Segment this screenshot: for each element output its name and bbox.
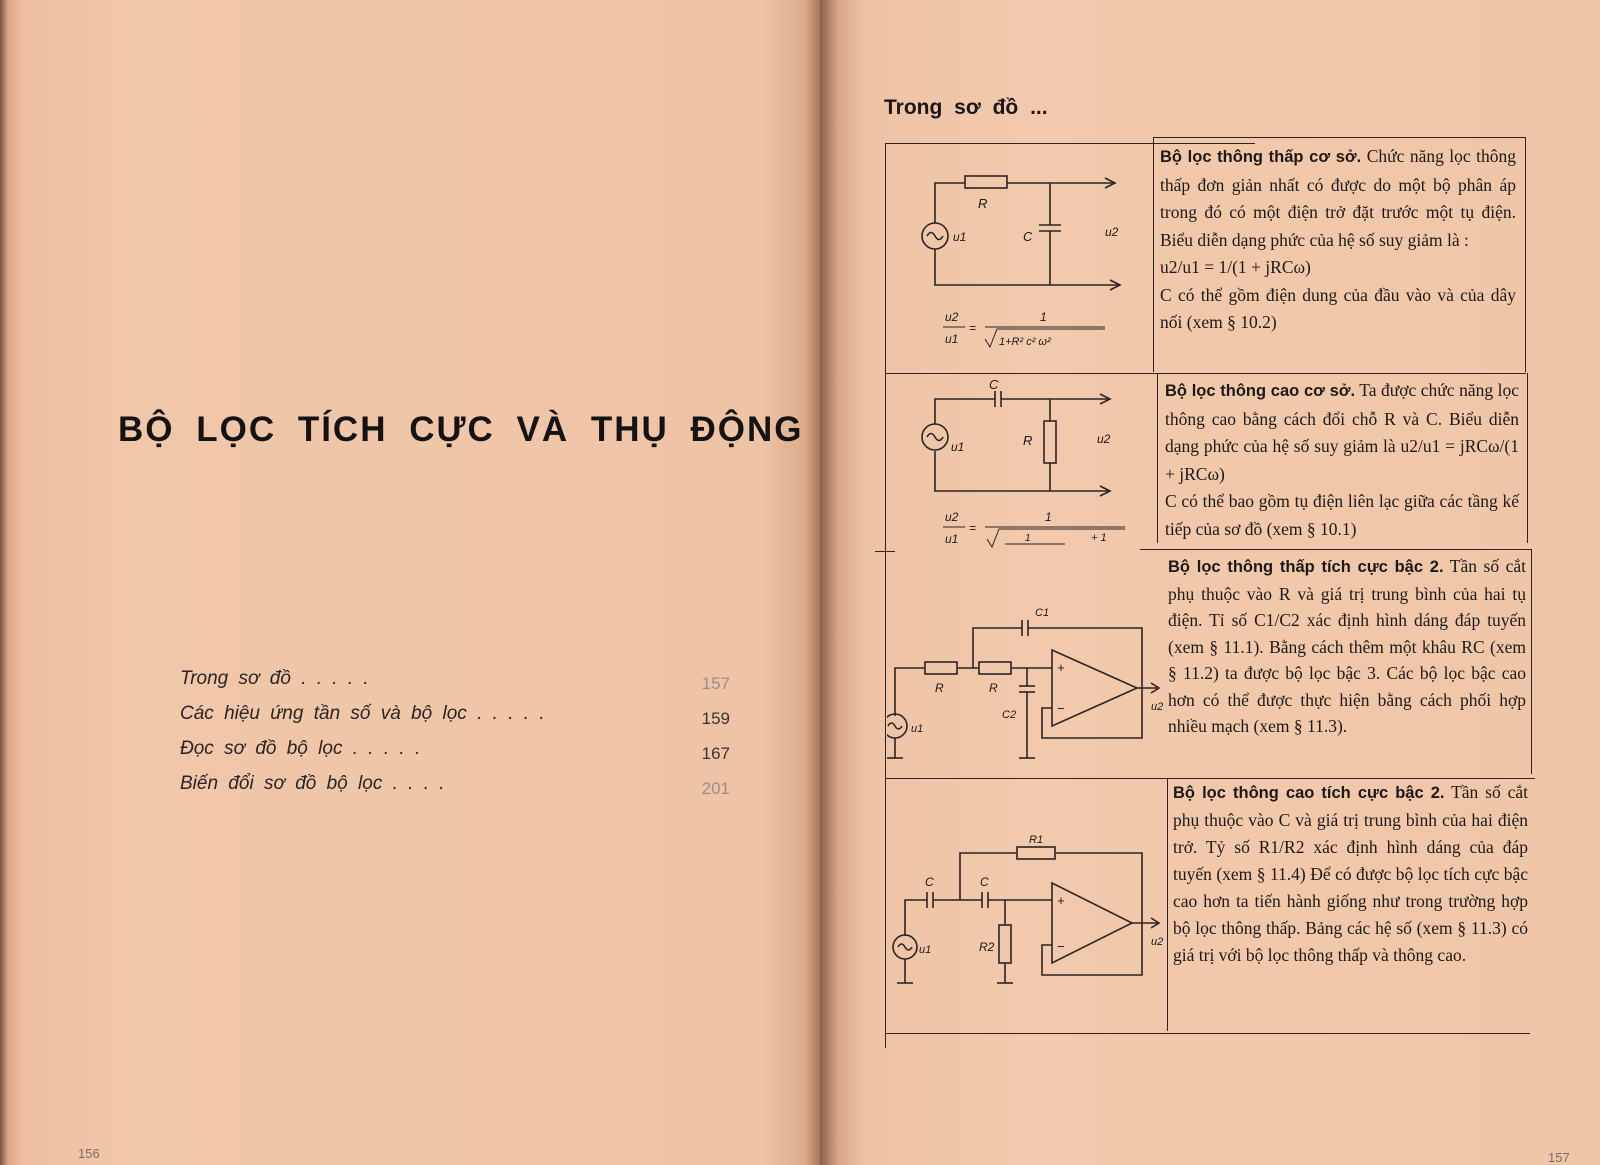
highpass-eq-num: u2 xyxy=(945,510,959,524)
lowpass-c-label: C xyxy=(1023,229,1033,244)
highpass-eq-den: u1 xyxy=(945,532,959,546)
highpass-body-2: C có thể bao gồm tụ điện liên lạc giữa các tầng kế tiếp của sơ đồ (xem § 10.1) xyxy=(1165,491,1519,539)
lowpass-formula: u2/u1 = 1/(1 + jRCω) xyxy=(1160,257,1311,277)
active-highpass-u2-label: u2 xyxy=(1151,936,1164,948)
highpass-u2-label: u2 xyxy=(1097,432,1111,446)
lowpass-rc-figure xyxy=(905,163,1155,363)
lowpass-r-label: R xyxy=(978,196,988,211)
lowpass-u1-label: u1 xyxy=(953,230,967,244)
active-highpass-title: Bộ lọc thông cao tích cực bậc 2. xyxy=(1173,784,1445,802)
toc-item-label: Trong sơ đồ . . . . . xyxy=(180,668,369,689)
highpass-r-label: R xyxy=(1023,433,1033,448)
highpass-u1-label: u1 xyxy=(951,440,965,454)
active-lowpass-u2-label: u2 xyxy=(1151,701,1164,713)
toc-item[interactable] xyxy=(180,668,730,703)
highpass-description xyxy=(1165,377,1519,543)
section-heading: Trong sơ đồ ... xyxy=(884,96,1048,119)
table-border-bottom xyxy=(885,1033,1530,1034)
active-highpass-figure xyxy=(887,833,1172,1013)
active-lowpass-figure xyxy=(887,608,1172,778)
right-page-number: 157 xyxy=(1548,1150,1570,1165)
row-tick-2 xyxy=(875,551,895,552)
left-page-number: 156 xyxy=(78,1146,100,1161)
active-highpass-c1-label: C xyxy=(925,875,934,889)
active-highpass-u1-label: u1 xyxy=(919,944,932,956)
highpass-rc-figure xyxy=(905,379,1155,549)
active-lowpass-r2-label: R xyxy=(989,681,998,695)
svg-text:=: = xyxy=(969,521,977,535)
toc-item-label: Biến đổi sơ đồ bộ lọc . . . . xyxy=(180,773,445,794)
lowpass-eq-num: u2 xyxy=(945,310,959,324)
row-divider-2 xyxy=(1140,549,1532,550)
svg-text:=: = xyxy=(969,321,977,335)
toc-item[interactable] xyxy=(180,703,730,738)
highpass-eq-plus: + 1 xyxy=(1091,532,1107,544)
highpass-title: Bộ lọc thông cao cơ sở. xyxy=(1165,382,1356,400)
column-divider-2 xyxy=(1157,373,1158,543)
active-lowpass-title: Bộ lọc thông thấp tích cực bậc 2. xyxy=(1168,558,1444,576)
active-highpass-r2-label: R2 xyxy=(979,940,995,954)
table-border-left xyxy=(885,143,886,1048)
highpass-body: Ta được chức năng lọc thông cao bằng cách đổi chỗ R và C. Biểu diễn dạng phức của hệ số suy giảm là u2/u1 = jRCω/(1 + jRCω) xyxy=(1165,380,1519,484)
active-highpass-description xyxy=(1173,779,1528,969)
active-lowpass-c1-label: C1 xyxy=(1035,608,1050,619)
toc-item-page: 201 xyxy=(701,779,730,798)
table-border-right-2 xyxy=(1527,373,1528,543)
chapter-title: BỘ LỌC TÍCH CỰC VÀ THỤ ĐỘNG xyxy=(118,410,804,449)
highpass-eq-inner: 1 xyxy=(1025,533,1031,544)
toc-item-page: 167 xyxy=(701,744,730,763)
svg-text:+: + xyxy=(1057,660,1065,675)
active-lowpass-c2-label: C2 xyxy=(1002,709,1017,721)
toc-item-label: Đọc sơ đồ bộ lọc . . . . . xyxy=(180,738,421,759)
table-of-contents xyxy=(180,668,730,808)
table-border-top-right xyxy=(1153,137,1525,138)
svg-text:−: − xyxy=(1057,701,1065,716)
active-lowpass-description xyxy=(1168,553,1526,740)
toc-item-label: Các hiệu ứng tần số và bộ lọc . . . . . xyxy=(180,703,545,724)
lowpass-eq-den: u1 xyxy=(945,332,959,346)
row-divider-1 xyxy=(885,373,1526,374)
filter-table xyxy=(885,143,1565,1063)
toc-item[interactable] xyxy=(180,773,730,808)
active-lowpass-u1-label: u1 xyxy=(911,723,924,735)
toc-item-page: 159 xyxy=(701,709,730,728)
active-highpass-r1-label: R1 xyxy=(1029,834,1044,846)
svg-text:−: − xyxy=(1057,939,1065,954)
highpass-eq-one: 1 xyxy=(1045,510,1052,524)
table-border-right-1 xyxy=(1525,137,1526,372)
svg-text:+: + xyxy=(1057,893,1065,908)
lowpass-body: Chức năng lọc thông thấp đơn giản nhất có được do một bộ phân áp trong đó có một điện trở đặt trước một tụ điện. Biểu diễn dạng phức của hệ số suy giảm là : xyxy=(1160,146,1517,250)
lowpass-eq-root: 1+R² c² ω² xyxy=(999,336,1051,348)
active-highpass-c2-label: C xyxy=(980,875,989,889)
table-border-right-3 xyxy=(1531,549,1532,774)
highpass-c-label: C xyxy=(989,379,999,392)
toc-item-page: 157 xyxy=(701,674,730,693)
lowpass-eq-one: 1 xyxy=(1040,310,1047,324)
lowpass-u2-label: u2 xyxy=(1105,225,1119,239)
lowpass-title: Bộ lọc thông thấp cơ sở. xyxy=(1160,148,1362,166)
lowpass-body-2: C có thể gồm điện dung của đầu vào và của dây nối (xem § 10.2) xyxy=(1160,284,1516,332)
active-highpass-body: Tần số cắt phụ thuộc vào C và giá trị trung bình của hai điện trở. Tỷ số R1/R2 xác định hình dáng của đáp tuyến (xem § 11.4) Để có được bộ lọc tích cực bậc cao hơn ta tiến hành giống như trong trường hợp bộ lọc thông thấp. Bảng các hệ số (xem § 11.3) có giá trị với bộ lọc thông thấp và thông cao. xyxy=(1173,782,1528,965)
toc-item[interactable] xyxy=(180,738,730,773)
active-lowpass-body: Tần số cắt phụ thuộc vào R và giá trị trung bình của hai tụ điện. Tỉ số C1/C2 xác định hình dáng đáp tuyến (xem § 11.1). Bằng cách thêm một khâu RC (xem § 11.2) ta được bộ lọc bậc 3. Các bộ lọc bậc cao hơn có thể được thực hiện bằng cách phối hợp nhiều mạch (xem § 11.3). xyxy=(1168,556,1527,736)
lowpass-description xyxy=(1160,143,1516,337)
active-lowpass-r1-label: R xyxy=(935,681,944,695)
